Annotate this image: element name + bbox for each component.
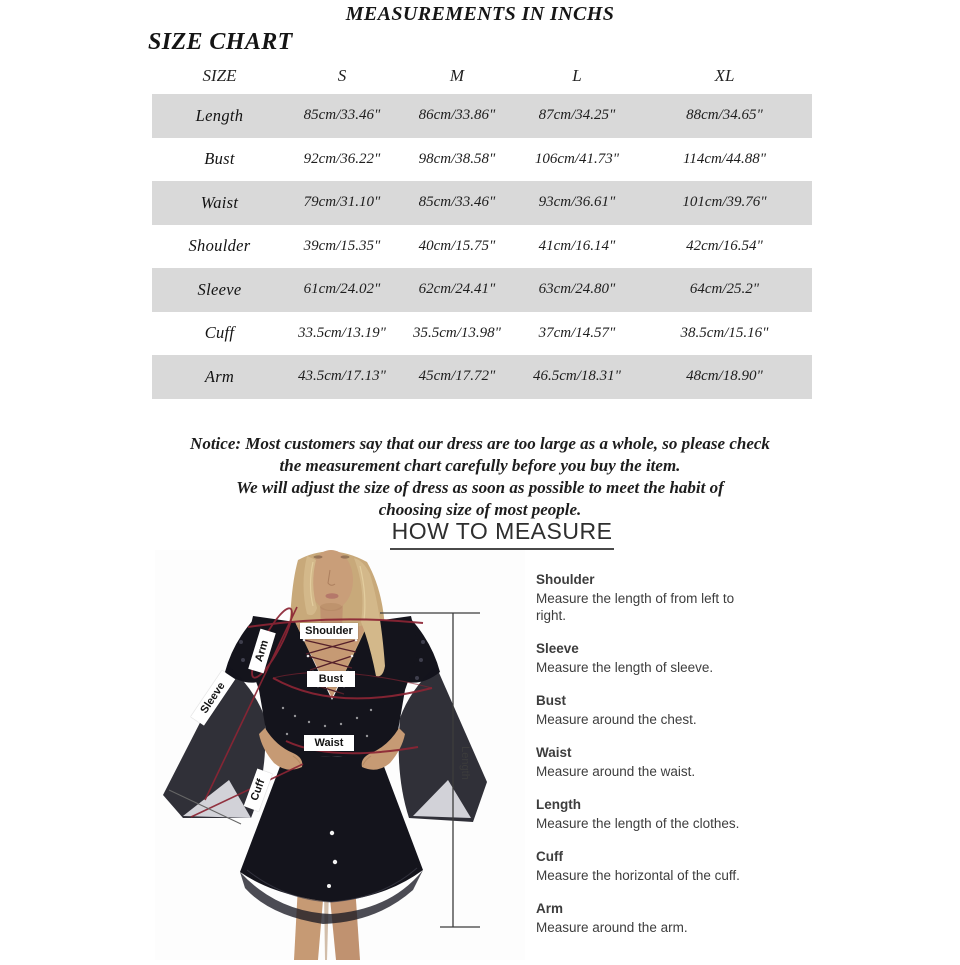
cell-value: 45cm/17.72" (418, 368, 496, 385)
table-row-length (152, 94, 812, 138)
size-table-header (152, 58, 812, 94)
instruction-arm (536, 901, 754, 936)
row-label: Cuff (204, 323, 235, 343)
cell-value: 48cm/18.90" (686, 368, 763, 385)
cell-value: 33.5cm/13.19" (298, 324, 386, 341)
instruction-text: Measure the length of sleeve. (536, 660, 714, 675)
instruction-text: Measure around the arm. (536, 920, 688, 935)
cell-value: 64cm/25.2" (689, 281, 760, 298)
instruction-waist (536, 745, 754, 780)
instruction-cuff (536, 849, 754, 884)
table-row-shoulder (152, 225, 812, 269)
notice-line: the measurement chart carefully before you buy the item. (279, 456, 681, 475)
col-header-s: S (337, 66, 347, 85)
measurement-figure (155, 550, 525, 960)
col-header-m: M (449, 66, 465, 85)
instruction-label: Length (536, 797, 581, 812)
instruction-text: Measure the length of the clothes. (536, 816, 740, 831)
figure-label-waist: Waist (304, 735, 354, 751)
instruction-length (536, 797, 754, 832)
row-label: Bust (204, 149, 235, 169)
model-illustration (155, 550, 525, 960)
cell-value: 46.5cm/18.31" (533, 368, 621, 385)
row-label: Waist (200, 192, 239, 212)
cell-value: 61cm/24.02" (303, 281, 381, 298)
table-row-arm (152, 355, 812, 399)
table-row-waist (152, 181, 812, 225)
cell-value: 93cm/36.61" (538, 194, 616, 211)
row-label: Length (195, 105, 244, 125)
col-header-size: SIZE (202, 66, 237, 85)
figure-label-bust: Bust (307, 671, 355, 687)
instruction-text: Measure around the chest. (536, 712, 697, 727)
instruction-label: Shoulder (536, 572, 595, 587)
cell-value: 38.5cm/15.16" (680, 324, 769, 341)
how-to-measure-heading: HOW TO MEASURE (390, 518, 615, 550)
figure-label-cuff: Cuff (244, 768, 273, 811)
cell-value: 39cm/15.35" (303, 237, 381, 254)
figure-label-arm: Arm (248, 629, 276, 674)
instruction-shoulder (536, 572, 754, 624)
row-label: Shoulder (188, 236, 251, 256)
instruction-label: Cuff (536, 849, 563, 864)
notice-paragraph (0, 433, 960, 521)
cell-value: 92cm/36.22" (303, 150, 381, 167)
page-title: MEASUREMENTS IN INCHS (345, 3, 615, 25)
cell-value: 43.5cm/17.13" (298, 368, 386, 385)
cell-value: 85cm/33.46" (303, 107, 381, 124)
table-row-cuff (152, 312, 812, 356)
instruction-label: Arm (536, 901, 564, 916)
table-row-sleeve (152, 268, 812, 312)
notice-line: Notice: Most customers say that our dress are too large as a whole, so please check (190, 434, 770, 453)
cell-value: 42cm/16.54" (686, 237, 763, 254)
notice-line: choosing size of most people. (378, 500, 582, 519)
col-header-l: L (572, 66, 582, 85)
size-chart-heading: SIZE CHART (148, 29, 293, 55)
length-label: Length (459, 746, 471, 780)
cell-value: 62cm/24.41" (418, 281, 496, 298)
instruction-label: Bust (536, 693, 566, 708)
instruction-text: Measure the horizontal of the cuff. (536, 868, 740, 883)
col-header-xl: XL (714, 66, 735, 85)
instruction-label: Waist (536, 745, 572, 760)
instruction-text: Measure around the waist. (536, 764, 696, 779)
measure-instructions (536, 572, 754, 953)
notice-line: We will adjust the size of dress as soon as possible to meet the habit of (236, 478, 724, 497)
table-row-bust (152, 138, 812, 182)
figure-label-shoulder: Shoulder (300, 623, 358, 639)
cell-value: 35.5cm/13.98" (413, 324, 501, 341)
instruction-text: Measure the length of from left to right. (536, 591, 735, 623)
cell-value: 85cm/33.46" (418, 194, 496, 211)
cell-value: 41cm/16.14" (538, 237, 616, 254)
size-table (152, 58, 812, 399)
how-to-measure-section (0, 518, 960, 550)
row-label: Sleeve (197, 279, 242, 299)
row-label: Arm (204, 366, 235, 386)
instruction-bust (536, 693, 754, 728)
cell-value: 114cm/44.88" (682, 150, 767, 167)
cell-value: 106cm/41.73" (534, 150, 620, 167)
cell-value: 63cm/24.80" (538, 281, 616, 298)
cell-value: 40cm/15.75" (418, 237, 496, 254)
cell-value: 101cm/39.76" (682, 194, 767, 211)
cell-value: 98cm/38.58" (418, 150, 496, 167)
cell-value: 79cm/31.10" (303, 194, 381, 211)
cell-value: 87cm/34.25" (538, 107, 616, 124)
instruction-label: Sleeve (536, 641, 579, 656)
instruction-sleeve (536, 641, 754, 676)
cell-value: 37cm/14.57" (538, 324, 616, 341)
cell-value: 88cm/34.65" (686, 107, 763, 124)
cell-value: 86cm/33.86" (418, 107, 496, 124)
figure-label-sleeve: Sleeve (191, 670, 236, 725)
